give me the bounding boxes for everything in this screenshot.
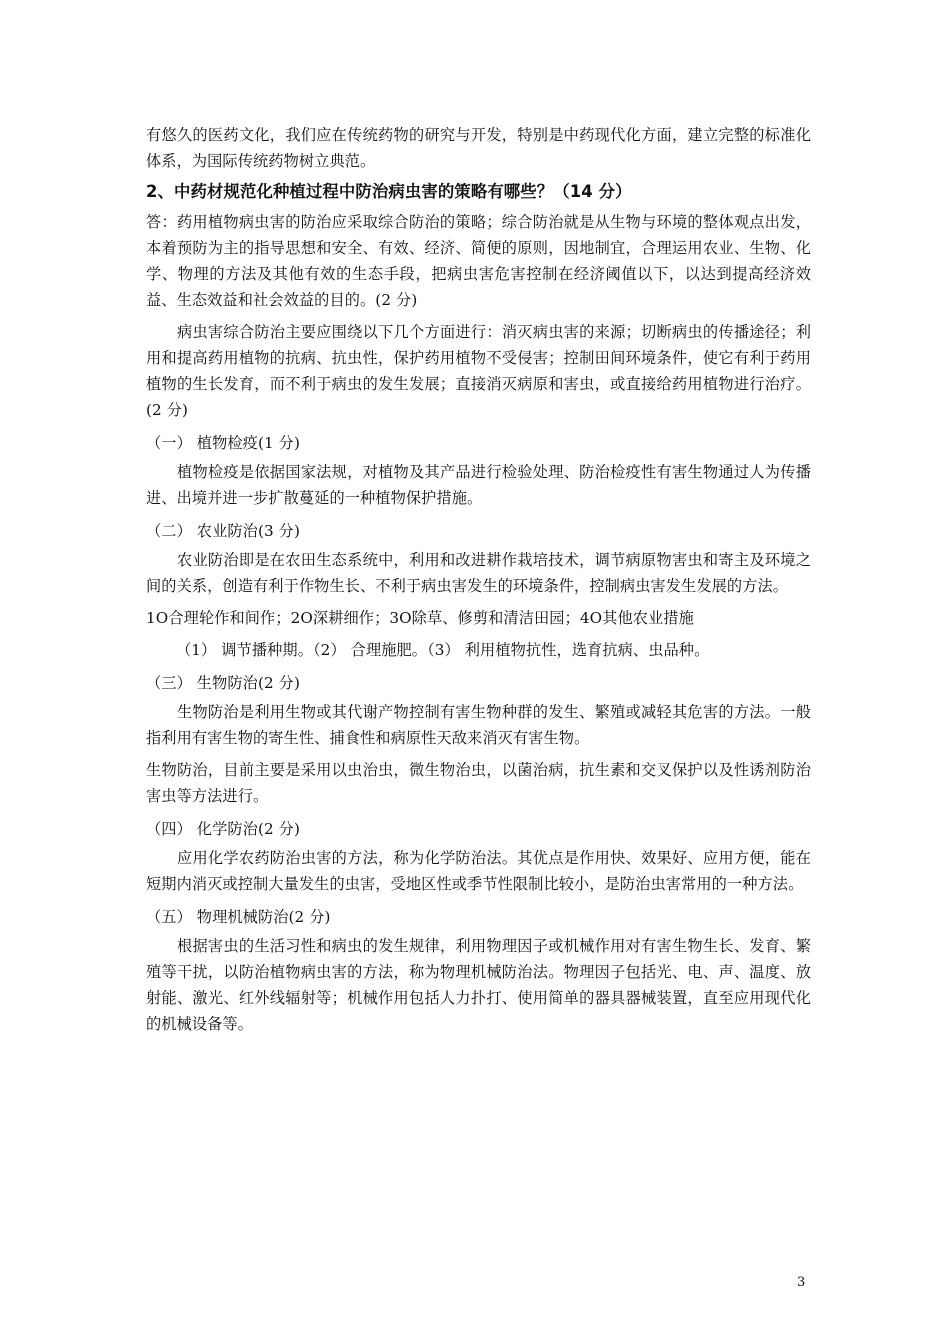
section-paragraph-biological: 生物防治是利用生物或其代谢产物控制有害生物种群的发生、繁殖或减轻其危害的方法。一般指利用有害生物的寄生性、捕食性和病原性天敌来消灭有害生物。 [146, 703, 811, 747]
section-paragraph-chemical: 应用化学农药防治虫害的方法，称为化学防治法。其优点是作用快、效果好、应用方便，能在短期内消灭或控制大量发生的虫害，受地区性或季节性限制比较小，是防治虫害常用的一种方法。 [146, 849, 811, 893]
section-paragraph-agricultural: 农业防治即是在农田生态系统中，利用和改进耕作栽培技术，调节病原物害虫和寄主及环境之间的关系，创造有利于作物生长、不利于病虫害发生的环境条件，控制病虫害发生发展的方法。 [146, 551, 811, 595]
section-heading-biological: （三） 生物防治(2 分) [146, 674, 300, 692]
section-heading-chemical: （四） 化学防治(2 分) [146, 820, 300, 838]
document-page [146, 122, 811, 1037]
answer-paragraph-1: 答：药用植物病虫害的防治应采取综合防治的策略；综合防治就是从生物与环境的整体观点出发，本着预防为主的指导思想和安全、有效、经济、简便的原则，因地制宜，合理运用农业、生物、化学、物理的方法及其他有效的生态手段，把病虫害危害控制在经济阈值以下，以达到提高经济效益、生态效益和社会效益的目的。(2 分) [146, 213, 811, 309]
section-paragraph-physical: 根据害虫的生活习性和病虫的发生规律，利用物理因子或机械作用对有害生物生长、发育、繁殖等干扰，以防治植物病虫害的方法，称为物理机械防治法。物理因子包括光、电、声、温度、放射能、激光、红外线辐射等；机械作用包括人力扑打、使用简单的器具器械装置，直至应用现代化的机械设备等。 [146, 937, 811, 1033]
intro-paragraph: 有悠久的医药文化，我们应在传统药物的研究与开发，特别是中药现代化方面，建立完整的标准化体系，为国际传统药物树立典范。 [146, 126, 811, 170]
agricultural-sub-list: （1） 调节播种期。（2） 合理施肥。（3） 利用植物抗性，选育抗病、虫品种。 [176, 641, 710, 659]
section-heading-quarantine: （一） 植物检疫(1 分) [146, 434, 300, 452]
answer-paragraph-2: 病虫害综合防治主要应围绕以下几个方面进行：消灭病虫害的来源；切断病虫的传播途径；利用和提高药用植物的抗病、抗虫性，保护药用植物不受侵害；控制田间环境条件，使它有利于药用植物的生长发育，而不利于病虫的发生发展；直接消灭病原和害虫，或直接给药用植物进行治疗。(2 分) [146, 323, 811, 419]
agricultural-measures-list: 1O合理轮作和间作；2O深耕细作；3O除草、修剪和清洁田园；4O其他农业措施 [146, 609, 694, 627]
section-heading-agricultural: （二） 农业防治(3 分) [146, 522, 300, 540]
biological-methods-paragraph: 生物防治，目前主要是采用以虫治虫，微生物治虫，以菌治病，抗生素和交叉保护以及性诱剂防治害虫等方法进行。 [146, 761, 811, 805]
page-number: 3 [797, 1275, 806, 1290]
question-heading: 2、中药材规范化种植过程中防治病虫害的策略有哪些？（14 分） [146, 182, 632, 201]
section-paragraph-quarantine: 植物检疫是依据国家法规，对植物及其产品进行检验处理、防治检疫性有害生物通过人为传播进、出境并进一步扩散蔓延的一种植物保护措施。 [146, 463, 811, 507]
section-heading-physical: （五） 物理机械防治(2 分) [146, 908, 331, 926]
